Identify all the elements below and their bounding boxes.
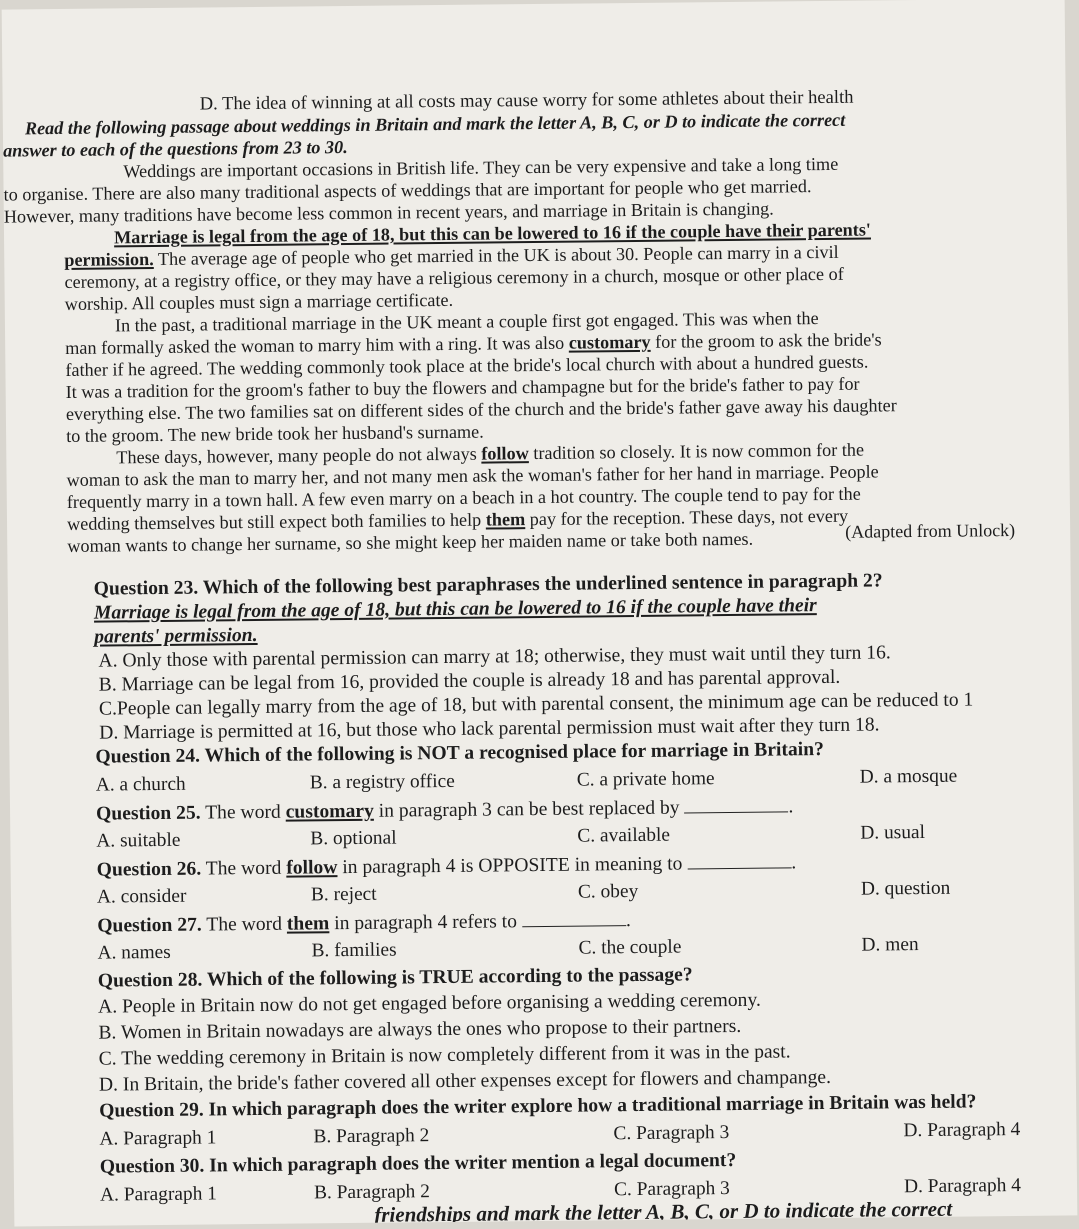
passage-p2-line-2-text: The average age of people who get married in the UK is about 30. People can marry in a civil — [153, 241, 839, 270]
q28-option-b[interactable]: B. Women in Britain nowadays are always the ones who propose to their partners. — [98, 1015, 742, 1044]
instruction-line-1: Read the following passage about weddings in Britain and mark the letter A, B, C, or D to indicate the correct — [24, 109, 846, 139]
q25-after: in paragraph 3 can be best replaced by — [373, 797, 680, 822]
q25-option-c[interactable]: C. available — [577, 824, 671, 847]
q23-stem-text: Question 23. Which of the following best paraphrases the underlined sentence in paragraph 2? — [93, 570, 883, 600]
passage-p4-line-2: woman to ask the man to marry her, and not many men ask the woman's father for her hand in marriage. People — [66, 461, 879, 490]
q30-option-c[interactable]: C. Paragraph 3 — [613, 1178, 730, 1201]
instruction-line-2: answer to each of the questions from 23 to 30. — [3, 136, 348, 161]
passage-p3-line-1: In the past, a traditional marriage in the UK meant a couple first got engaged. This was when the — [114, 308, 819, 336]
underlined-sentence: Marriage is legal from the age of 18, but this can be lowered to 16 if the couple have their parents' — [113, 219, 872, 248]
q26-after: in paragraph 4 is OPPOSITE in meaning to — [337, 853, 683, 879]
q23-option-c[interactable]: C.People can legally marry from the age of 18, but with parental consent, the minimum age can be reduced to 1 — [98, 689, 974, 720]
q26-stem — [97, 851, 797, 881]
q25-stem — [96, 795, 794, 825]
passage-p4-line-4-a: wedding themselves but still expect both families to help — [66, 509, 486, 534]
q27-option-b[interactable]: B. families — [311, 939, 397, 962]
q23-option-d[interactable]: D. Marriage is permitted at 16, but those who lack parental permission must wait after they turn 18. — [99, 714, 880, 744]
q23-option-b[interactable]: B. Marriage can be legal from 16, provided the couple is already 18 and has parental approval. — [98, 666, 841, 696]
q28-stem-text: Question 28. Which of the following is TRUE according to the passage? — [97, 964, 693, 992]
passage-p4-line-5: woman wants to change her surname, so she might keep her maiden name or take both names. — [67, 528, 754, 556]
q25-blank — [684, 795, 788, 813]
q26-option-c[interactable]: C. obey — [577, 880, 639, 903]
passage-p4-line-1-a: These days, however, many people do not always — [116, 443, 482, 468]
next-section-instruction: friendships and mark the letter A, B, C, or D to indicate the correct — [374, 1196, 953, 1227]
underlined-customary: customary — [568, 331, 651, 353]
passage-p3-line-4: It was a tradition for the groom's father to buy the flowers and champagne but for the bride's father to pay for — [65, 373, 860, 402]
q30-option-d[interactable]: D. Paragraph 4 — [903, 1174, 1021, 1198]
q26-word: follow — [286, 857, 338, 879]
passage-p4-line-1-b: tradition so closely. It is now common for the — [528, 439, 865, 464]
q26-label: Question 26. — [96, 858, 202, 881]
q25-option-a[interactable]: A. suitable — [96, 829, 181, 852]
passage-p3-line-5: everything else. The two families sat on different sides of the church and the bride's father gave away his daughter — [65, 395, 897, 424]
underlined-follow: follow — [481, 443, 529, 464]
q30-option-b[interactable]: B. Paragraph 2 — [313, 1181, 430, 1204]
q25-word: customary — [285, 800, 374, 823]
q24-option-c[interactable]: C. a private home — [576, 768, 715, 791]
q26-end: . — [791, 852, 797, 874]
q25-before: The word — [200, 801, 286, 824]
q27-label: Question 27. — [97, 914, 202, 937]
q26-option-d[interactable]: D. question — [860, 877, 951, 900]
q30-stem — [100, 1150, 737, 1179]
q27-option-a[interactable]: A. names — [97, 941, 171, 964]
q24-option-b[interactable]: B. a registry office — [309, 770, 455, 794]
q23-quote-line-2 — [94, 625, 258, 649]
q27-stem — [97, 909, 631, 938]
q29-option-c[interactable]: C. Paragraph 3 — [613, 1122, 730, 1145]
q23-quote-1: Marriage is legal from the age of 18, but this can be lowered to 16 if the couple have their — [93, 595, 817, 624]
q27-option-d[interactable]: D. men — [861, 934, 919, 956]
q26-option-b[interactable]: B. reject — [310, 883, 377, 906]
passage-p3-line-6: to the groom. The new bride took her husband's surname. — [66, 421, 484, 446]
q27-end: . — [625, 910, 631, 932]
worksheet-page — [2, 0, 1078, 1227]
q27-option-c[interactable]: C. the couple — [578, 936, 682, 959]
q29-stem-text: Question 29. In which paragraph does the writer explore how a traditional marriage in Britain was held? — [99, 1091, 977, 1122]
passage-p2-line-3: ceremony, at a registry office, or they may have a religious ceremony in a church, mosque or other place of — [64, 263, 844, 292]
q23-option-a[interactable]: A. Only those with parental permission can marry at 18; otherwise, they must wait until they turn 16. — [98, 642, 891, 672]
q23-quote-line-1 — [94, 595, 817, 625]
q27-word: them — [286, 913, 330, 935]
passage-p1-line-1: Weddings are important occasions in British life. They can be very expensive and take a long time — [123, 153, 839, 182]
q23-quote-2: parents' permission. — [94, 624, 258, 648]
passage-p3-line-2-b: for the groom to ask the bride's — [650, 329, 882, 352]
q24-option-d[interactable]: D. a mosque — [859, 765, 958, 788]
q24-stem-text: Question 24. Which of the following is NOT a recognised place for marriage in Britain? — [95, 739, 824, 768]
passage-source: (Adapted from Unlock) — [845, 520, 1016, 542]
q26-blank — [687, 851, 791, 869]
q30-stem-text: Question 30. In which paragraph does the writer mention a legal document? — [99, 1149, 737, 1178]
underlined-them: them — [485, 509, 526, 530]
passage-p1-line-3: However, many traditions have become less common in recent years, and marriage in Britain is changing. — [3, 198, 774, 227]
q26-before: The word — [201, 857, 287, 880]
passage-p3-line-3: father if he agreed. The wedding commonly took place at the bride's local church with about a hundred guests. — [65, 351, 869, 380]
q26-option-a[interactable]: A. consider — [96, 885, 187, 908]
q27-before: The word — [201, 913, 287, 936]
q27-after: in paragraph 4 refers to — [329, 911, 518, 935]
q29-stem — [99, 1091, 976, 1122]
q30-option-a[interactable]: A. Paragraph 1 — [99, 1183, 218, 1206]
q29-option-b[interactable]: B. Paragraph 2 — [313, 1125, 430, 1148]
q29-option-a[interactable]: A. Paragraph 1 — [99, 1127, 217, 1150]
q28-option-a[interactable]: A. People in Britain now do not get engaged before organising a wedding ceremony. — [97, 989, 761, 1018]
q28-option-d[interactable]: D. In Britain, the bride's father covered all other expenses except for flowers and champange. — [98, 1066, 832, 1096]
q29-option-d[interactable]: D. Paragraph 4 — [903, 1118, 1021, 1142]
underlined-permission: permission. — [64, 249, 154, 270]
previous-option-d: D. The idea of winning at all costs may cause worry for some athletes about their health — [199, 86, 854, 115]
q25-end: . — [788, 796, 794, 818]
passage-p4-line-4-b: pay for the reception. These days, not every — [525, 505, 849, 530]
q24-option-a[interactable]: A. a church — [95, 773, 186, 796]
q27-blank — [522, 909, 626, 927]
q25-option-d[interactable]: D. usual — [860, 821, 926, 844]
q25-label: Question 25. — [95, 802, 201, 825]
q28-option-c[interactable]: C. The wedding ceremony in Britain is now completely different from it was in the past. — [98, 1041, 791, 1070]
passage-p2-line-4: worship. All couples must sign a marriage certificate. — [64, 289, 454, 314]
passage-p1-line-2: to organise. There are also many traditional aspects of weddings that are important for people who get married. — [3, 176, 812, 205]
q25-option-b[interactable]: B. optional — [310, 827, 397, 850]
passage-p3-line-2-a: man formally asked the woman to marry him with a ring. It was also — [65, 332, 569, 358]
passage-p4-line-3: frequently marry in a town hall. A few even marry on a beach in a hot country. The couple tend to pay for the — [66, 483, 861, 512]
q28-stem — [98, 964, 693, 992]
